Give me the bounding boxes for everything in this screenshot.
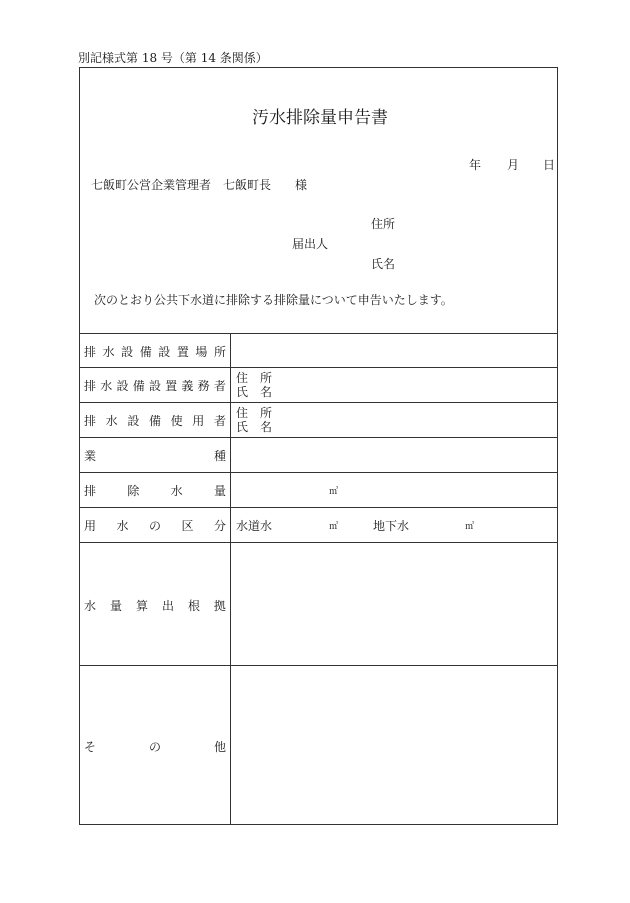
label-installation-obligor: 排 水 設 備 設 置 義 務 者 xyxy=(84,379,226,393)
row-divider xyxy=(79,507,558,508)
row-divider xyxy=(79,402,558,403)
row-divider xyxy=(79,367,558,368)
label-discharge-volume: 排 除 水 量 xyxy=(84,484,226,498)
label-installation-location: 排 水 設 備 設 置 場 所 xyxy=(84,345,226,359)
water-supply-unit: ㎥ xyxy=(329,522,339,532)
date-month-label: 月 xyxy=(507,158,520,172)
label-water-source: 用 水 の 区 分 xyxy=(84,519,226,533)
applicant-name-label: 氏名 xyxy=(371,257,396,271)
user-sublabels: 住 所 氏 名 xyxy=(236,406,273,434)
label-calculation-basis: 水 量 算 出 根 拠 xyxy=(84,599,226,613)
declaration-text: 次のとおり公共下水道に排除する排除量について申告いたします。 xyxy=(94,293,453,307)
label-facility-user: 排 水 設 備 使 用 者 xyxy=(84,414,226,428)
row-divider xyxy=(79,437,558,438)
obligor-sublabels: 住 所 氏 名 xyxy=(236,371,273,399)
addressee: 七飯町公営企業管理者 七飯町長 様 xyxy=(91,178,308,192)
row-divider xyxy=(79,665,558,666)
water-supply-label: 水道水 xyxy=(236,519,273,533)
row-divider xyxy=(79,472,558,473)
discharge-unit: ㎥ xyxy=(329,487,339,497)
groundwater-unit: ㎥ xyxy=(465,522,475,532)
date-year-label: 年 xyxy=(469,158,482,172)
form-number: 別記様式第 18 号（第 14 条関係） xyxy=(78,51,268,65)
applicant-role-label: 届出人 xyxy=(292,237,329,251)
applicant-address-label: 住所 xyxy=(371,217,396,231)
column-divider xyxy=(230,333,231,824)
document-title: 汚水排除量申告書 xyxy=(252,108,388,128)
label-other: そ の 他 xyxy=(84,740,226,754)
label-business-type: 業 種 xyxy=(84,449,226,463)
row-divider xyxy=(79,542,558,543)
date-day-label: 日 xyxy=(543,158,556,172)
table-top-rule xyxy=(79,333,558,334)
groundwater-label: 地下水 xyxy=(373,519,410,533)
